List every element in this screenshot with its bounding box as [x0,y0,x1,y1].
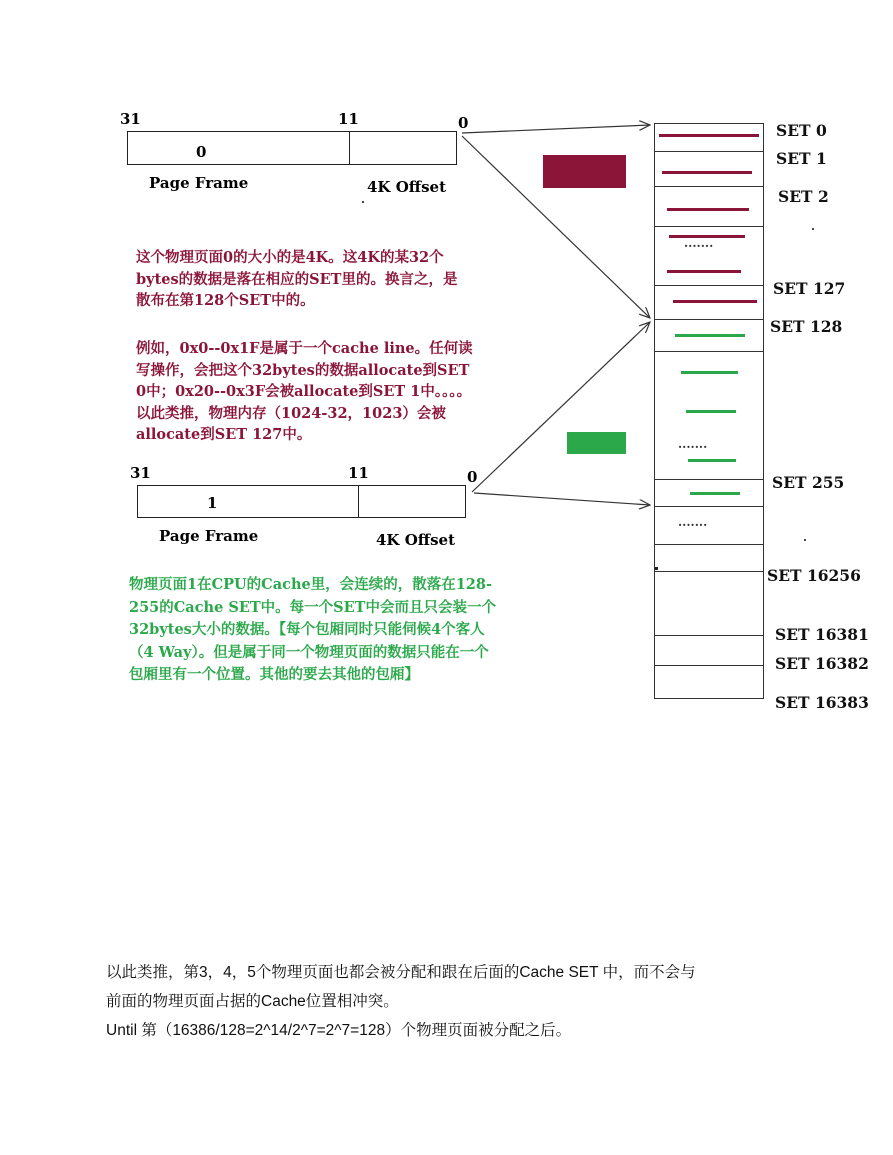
maroon-p2-line: allocate到SET 127中。 [136,426,312,443]
maroon-p2-line: 以此类推，物理内存（1024-32，1023）会被 [136,404,446,422]
set-label-2: SET 2 [778,187,829,206]
bottom-text-line-1: 以此类推，第3，4，5个物理页面也都会被分配和跟在后面的Cache SET 中，而不会与 [106,964,696,981]
frame1-bit-11: 11 [348,464,369,482]
arrow-frame0-to-set127 [462,136,650,318]
ellipsis-dots: ······· [684,239,714,253]
arrow-frame1-to-set128 [472,322,650,492]
set-label-16382: SET 16382 [775,654,869,673]
maroon-p2-line: 写操作，会把这个32bytes的数据allocate到SET [136,361,470,379]
set-label-16383: SET 16383 [775,693,869,712]
green-line: 包厢里有一个位置。其他的要去其他的包厢】 [129,666,419,683]
arrow-frame0-to-set0 [462,125,650,133]
frame1-page-value: 1 [207,494,218,512]
frame1-offset-label: 4K Offset [376,531,455,549]
set-label-1: SET 1 [776,149,827,168]
frame0-bit-0: 0 [458,114,469,132]
maroon-p1-line: bytes的数据是落在相应的SET里的。换言之，是 [136,270,458,288]
set-label-0: SET 0 [776,121,827,140]
frame0-bit-11: 11 [338,110,359,128]
set-label-127: SET 127 [773,279,846,298]
frame0-page-value: 0 [196,143,207,161]
arrow-frame1-to-set255 [474,493,650,505]
frame1-bit-0: 0 [467,468,478,486]
frame0-bit-31: 31 [120,110,141,128]
set-label-16381: SET 16381 [775,625,869,644]
set-label-255: SET 255 [772,473,845,492]
green-line: （4 Way）。但是属于同一个物理页面的数据只能在一个 [129,643,489,661]
bottom-text-line-3: Until 第（16386/128=2^14/2^7=2^7=128）个物理页面被分配之后。 [106,1022,572,1039]
frame0-offset-label: 4K Offset [367,178,446,196]
green-line: 物理页面1在CPU的Cache里，会连续的，散落在128- [129,576,492,593]
ellipsis-dots: ······· [678,440,708,454]
set-label-128: SET 128 [770,317,843,336]
frame0-page-label: Page Frame [149,174,249,192]
set-label-16256: SET 16256 [767,566,861,585]
maroon-p2-line: 例如，0x0--0x1F是属于一个cache line。任何读 [136,340,473,357]
frame1-page-label: Page Frame [159,527,259,545]
bottom-text-line-2: 前面的物理页面占据的Cache位置相冲突。 [106,993,399,1010]
maroon-p2-line: 0中；0x20--0x3F会被allocate到SET 1中。。。。 [136,383,472,400]
ellipsis-dots: ······· [678,518,708,532]
green-line: 32bytes大小的数据。【每个包厢同时只能伺候4个客人 [129,621,485,638]
maroon-p1-line: 这个物理页面0的大小的是4K。这4K的某32个 [136,249,444,266]
maroon-p1-line: 散布在第128个SET中的。 [136,292,315,309]
green-line: 255的Cache SET中。每一个SET中会而且只会装一个 [129,598,496,616]
frame1-bit-31: 31 [130,464,151,482]
